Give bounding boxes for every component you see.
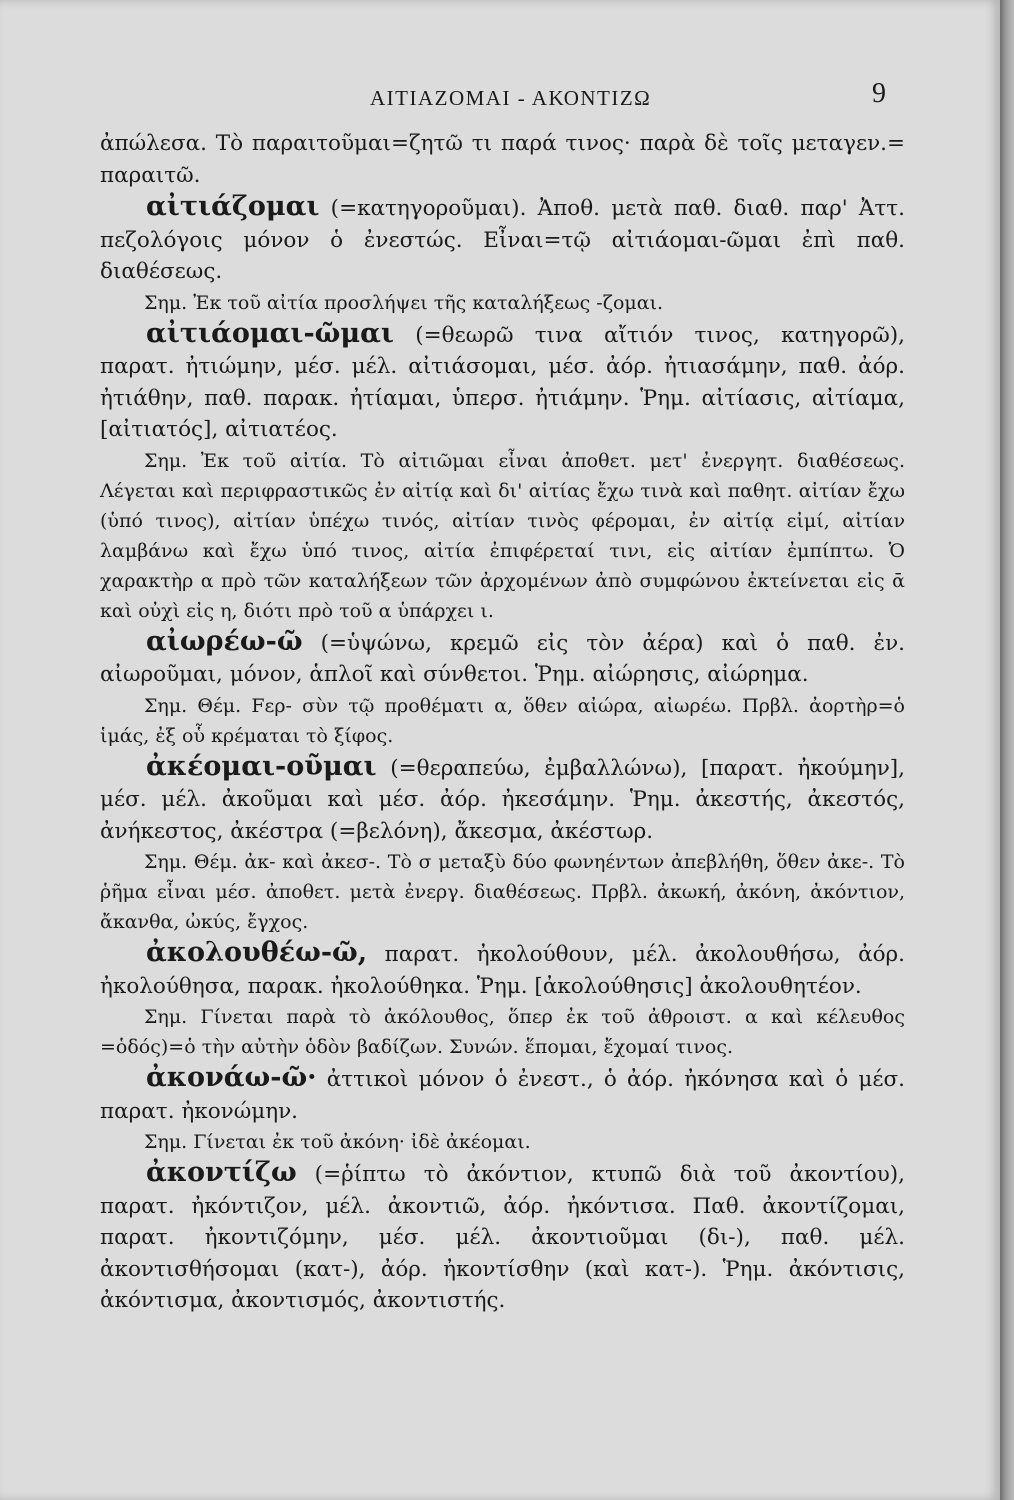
dictionary-entry xyxy=(100,191,905,288)
entry-text: (=ῥίπτω τὸ ἀκόντιον, κτυπῶ διὰ τοῦ ἀκοντίου), παρατ. ἠκόντιζον, μέλ. ἀκοντιῶ, ἀόρ. ἠκόντισα. Παθ. ἀκοντίζομαι, παρατ. ἠκοντιζόμην, μέσ. μέλ. ἀκοντιοῦμαι (δι-), παθ. μέλ. ἀκοντισθήσομαι (κατ-), ἀόρ. ἠκοντίσθην (καὶ κατ-). Ῥημ. ἀκόντισις, ἀκόντισμα, ἀκοντισμός, ἀκοντιστής. xyxy=(100,1162,905,1313)
entry-text: παρατ. ἠκολούθουν, μέλ. ἀκολουθήσω, ἀόρ. ἠκολούθησα, παρακ. ἠκολούθηκα. Ῥημ. [ἀκολούθησις] ἀκολουθητέον. xyxy=(100,942,905,999)
dictionary-entry xyxy=(100,751,905,848)
dictionary-entry xyxy=(100,937,905,1002)
entry-note: Σημ. Ἐκ τοῦ αἰτία προσλήψει τῆς καταλήξεως -ζομαι. xyxy=(144,291,664,314)
entry-headword: ἀκοντίζω xyxy=(146,1157,297,1188)
entry-headword: ἀκονάω-ῶ· xyxy=(146,1062,317,1093)
entry-note: Σημ. Θέμ. ἀκ- καὶ ἀκεσ-. Τὸ σ μεταξὺ δύο φωνηέντων ἀπεβλήθη, ὅθεν ἀκε-. Τὸ ῥῆμα εἶναι μέσ. ἀποθετ. μετὰ ἐνεργ. διαθέσεως. Πρβλ. ἀκωκή, ἀκόνη, ἀκόντιον, ἄκανθα, ὠκύς, ἔγχος. xyxy=(100,851,905,933)
page-header xyxy=(0,78,1000,118)
entry-text: (=θεραπεύω, ἐμβαλλώνω), [παρατ. ἠκούμην], μέσ. μέλ. ἀκοῦμαι καὶ μέσ. ἀόρ. ἠκεσάμην. Ῥημ. ἀκεστής, ἀκεστός, ἀνήκεστος, ἀκέστρα (=βελόνη), ἄκεσμα, ἀκέστωρ. xyxy=(100,755,905,844)
entry-headword: αἰτιάζομαι xyxy=(146,191,320,222)
entry-note: Σημ. Θέμ. Fερ- σὺν τῷ προθέματι α, ὅθεν αἰώρα, αἰωρέω. Πρβλ. ἀορτὴρ=ὁ ἱμάς, ἐξ οὗ κρέμαται τὸ ξίφος. xyxy=(100,694,905,747)
page-number: 9 xyxy=(872,78,886,109)
entry-note: Σημ. Ἐκ τοῦ αἰτία. Τὸ αἰτιῶμαι εἶναι ἀποθετ. μετ' ἐνεργητ. διαθέσεως. Λέγεται καὶ περιφραστικῶς ἐν αἰτίᾳ καὶ δι' αἰτίας ἔχω τινὰ καὶ παθητ. αἰτίαν ἔχω (ὑπό τινος), αἰτίαν ὑπέχω τινός, αἰτίαν τινὸς φέρομαι, ἐν αἰτίᾳ εἰμί, αἰτίαν λαμβάνω καὶ ἔχω ὑπό τινος, αἰτία ἐπιφέρεταί τινι, εἰς αἰτίαν ἐμπίπτω. Ὁ χαρακτὴρ α πρὸ τῶν καταλήξεων τῶν ἀρχομένων ἀπὸ συμφώνου ἐκτείνεται εἰς ᾱ καὶ οὐχὶ εἰς η, διότι πρὸ τοῦ α ὑπάρχει ι. xyxy=(100,449,905,622)
entry-headword: αἰτιάομαι-ῶμαι xyxy=(146,317,394,349)
dictionary-entry xyxy=(100,1157,905,1317)
entry-note: Σημ. Γίνεται ἐκ τοῦ ἀκόνη· ἰδὲ ἀκέομαι. xyxy=(144,1131,531,1153)
entry-headword: αἰωρέω-ῶ xyxy=(146,625,303,657)
dictionary-entry xyxy=(100,1062,905,1127)
running-head: ΑΙΤΙΑΖΟΜΑΙ - ΑΚΟΝΤΙΖΩ xyxy=(370,86,652,110)
entry-text: (=θεωρῶ τινα αἴτιόν τινος, κατηγορῶ), παρατ. ἠτιώμην, μέσ. μέλ. αἰτιάσομαι, μέσ. ἀόρ. ἠτιασάμην, παθ. ἀόρ. ἠτιάθην, παθ. παρακ. ἠτίαμαι, ὑπερσ. ἠτιάμην. Ῥημ. αἰτίασις, αἰτίαμα, [αἰτιατός], αἰτιατέος. xyxy=(100,322,905,442)
page-body xyxy=(100,128,905,1317)
entry-text: ἀττικοὶ μόνον ὁ ἐνεστ., ὁ ἀόρ. ἠκόνησα καὶ ὁ μέσ. παρατ. ἠκονώμην. xyxy=(100,1067,905,1124)
page-edge xyxy=(1000,0,1014,1500)
entry-text: (=κατηγοροῦμαι). Ἀποθ. μετὰ παθ. διαθ. παρ' Ἀττ. πεζολόγοις μόνον ὁ ἐνεστώς. Εἶναι=τῷ αἰτιάομαι-ῶμαι ἐπὶ παθ. διαθέσεως. xyxy=(100,196,905,284)
dictionary-entry xyxy=(100,626,905,691)
entry-headword: ἀκολουθέω-ῶ, xyxy=(146,937,368,968)
dictionary-entry xyxy=(100,318,905,446)
entry-note: Σημ. Γίνεται παρὰ τὸ ἀκόλουθος, ὅπερ ἐκ τοῦ ἀθροιστ. α καὶ κέλευθος =ὁδός)=ὁ τὴν αὐτὴν ὁδὸν βαδίζων. Συνών. ἕπομαι, ἔχομαί τινος. xyxy=(100,1006,905,1058)
entry-text: (=ὑψώνω, κρεμῶ εἰς τὸν ἀέρα) καὶ ὁ παθ. ἐν. αἰωροῦμαι, μόνον, ἁπλοῖ καὶ σύνθετοι. Ῥημ. αἰώρησις, αἰώρημα. xyxy=(100,630,905,687)
paragraph: ἀπώλεσα. Τὸ παραιτοῦμαι=ζητῶ τι παρά τινος· παρὰ δὲ τοῖς μεταγεν.= παραιτῶ. xyxy=(100,131,905,188)
entry-headword: ἀκέομαι-οῦμαι xyxy=(146,750,377,782)
